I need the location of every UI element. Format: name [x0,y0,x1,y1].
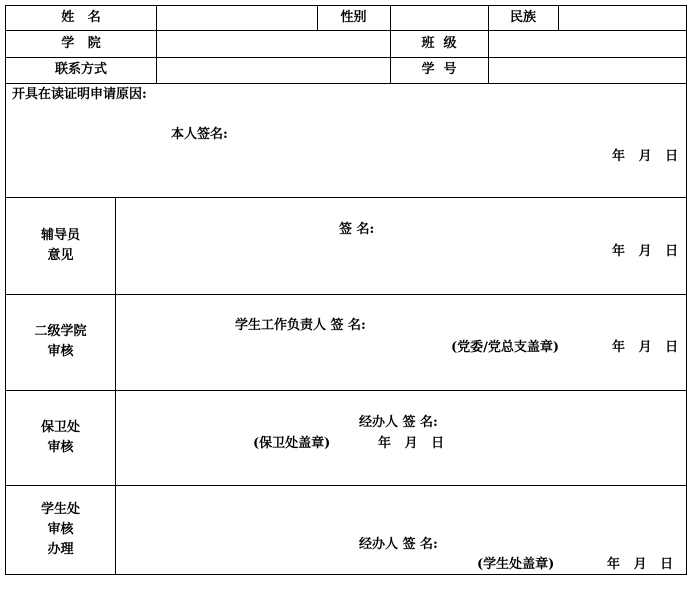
ethnicity-label: 民族 [509,10,536,25]
college-review-date: 年 月 日 [612,340,679,355]
college-label: 学 院 [61,36,101,51]
security-title-line2: 审核 [47,440,74,455]
counselor-title-line2: 意见 [47,248,74,263]
class-label: 班 级 [421,36,457,51]
security-stamp-note: (保卫处盖章) [253,436,331,451]
applicant-date: 年 月 日 [612,149,679,164]
student-id-label: 学 号 [421,62,457,77]
row-divider [6,197,686,198]
student-affairs-stamp-note: (学生处盖章) [477,557,555,572]
gender-field[interactable] [391,6,488,30]
student-affairs-title: 学生处 [40,502,80,517]
gender-label: 性别 [340,10,367,25]
college-review-title: 二级学院 [34,324,87,339]
student-affairs-title-line3: 办理 [47,542,74,557]
security-date: 年 月 日 [378,436,445,451]
reason-field[interactable] [6,104,686,128]
contact-label: 联系方式 [54,62,107,77]
section-label-divider [115,197,116,575]
contact-field[interactable] [157,58,390,83]
student-affairs-signature-label: 经办人 签 名: [359,537,438,552]
student-id-field[interactable] [489,58,686,83]
name-label: 姓 名 [61,10,101,25]
counselor-title: 辅导员 [40,228,80,243]
row-divider [6,485,686,486]
class-field[interactable] [489,31,686,57]
college-review-stamp-note: (党委/党总支盖章) [451,340,560,355]
security-title: 保卫处 [40,420,80,435]
counselor-signature-label: 签 名: [339,222,375,237]
ethnicity-field[interactable] [559,6,686,30]
row-divider [6,390,686,391]
student-affairs-date: 年 月 日 [607,557,674,572]
name-field[interactable] [157,6,317,30]
student-affairs-title-line2: 审核 [47,522,74,537]
college-field[interactable] [157,31,390,57]
college-review-signature-label: 学生工作负责人 签 名: [235,318,366,333]
security-signature-label: 经办人 签 名: [359,415,438,430]
row-divider [6,294,686,295]
counselor-date: 年 月 日 [612,244,679,259]
row-divider [6,83,686,84]
college-review-title-line2: 审核 [47,344,74,359]
certificate-application-form [5,5,687,575]
reason-title: 开具在读证明申请原因: [12,87,147,102]
applicant-signature-label: 本人签名: [171,127,228,142]
